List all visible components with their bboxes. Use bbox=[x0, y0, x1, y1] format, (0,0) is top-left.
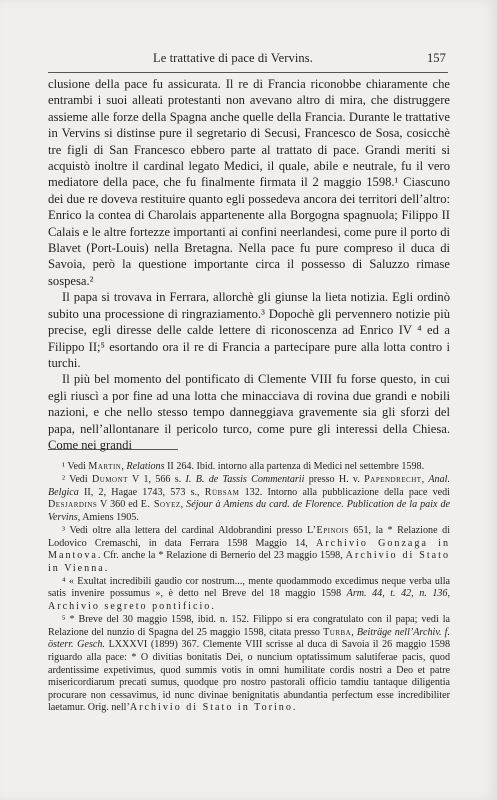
page-number: 157 bbox=[426, 51, 446, 65]
paragraph: clusione della pace fu assicurata. Il re di Francia riconobbe chiaramente che entrambi i suoi alleati protestanti non avevano altro di mira, che distruggere assieme alle forze della Spagna anche quelle della Francia. Durante le trattative in Vervins si distinse pure il segretario di Secusi, Francesco de Sosa, cosicchè tre figli di San Francesco ebbero parte al trattato di pace. Grandi meriti si acquistò inoltre il cardinal legato Medici, il quale, abile e neutrale, fu il vero mediatore della pace, che fu finalmente firmata il 2 maggio 1598.¹ Ciascuno dei due re doveva restituire quanto egli possedeva ancora dei territori dell’altro: Enrico la contea di Charolais appartenente alla Borgogna spagnuola; Filippo II Calais e le altre fortezze importanti ai confini neerlandesi, come pure il porto di Blavet (Port-Louis) nella Bretagna. Nella pace fu pure compreso il duca di Savoia, però la questione importante circa il possesso di Saluzzo rimase sospesa.² bbox=[48, 77, 450, 288]
footnote-separator bbox=[48, 449, 178, 450]
footnotes bbox=[48, 461, 450, 715]
running-header bbox=[50, 51, 446, 69]
main-text bbox=[48, 76, 450, 453]
paragraph: Il papa si trovava in Ferrara, allorchè gli giunse la lieta notizia. Egli ordinò subito una processione di ringraziamento.³ Dopochè gli pervennero notizie più precise, egli diresse delle calde lettere di riconoscenza ad Enrico IV ⁴ ed a Filippo II;⁵ esortando ora il re di Francia a partecipare pure alla lotta contro i turchi. bbox=[48, 290, 450, 370]
footnote-2: ² Vedi Dumont V 1, 566 s. I. B. de Tassis Commentarii presso H. v. Papendrecht, Anal. Belgica II, 2, Hagae 1743, 573 s., Rübsam 132. Intorno alla pubblicazione della pace vedi Desjardins V 360 ed E. Soyez, Séjour à Amiens du card. de Florence. Publication de la paix de Vervins, Amiens 1905. bbox=[48, 474, 450, 523]
footnote-4: ⁴ « Exultat incredibili gaudio cor nostrum..., mente quodammodo excedimus neque verba ulla satis invenire possumus », è detto nel Breve del 18 maggio 1598 Arm. 44, t. 42, n. 136, Archivio segreto pontificio. bbox=[48, 575, 450, 613]
footnote-5: ⁵ * Breve del 30 maggio 1598, ibid. n. 152. Filippo si era congratulato con il papa; vedi la Relazione del nunzio di Spagna del 25 maggio 1598, citata presso Turba, Beiträge nell’Archiv. f. österr. Gesch. LXXXVI (1899) 367. Clemente VIII scrisse al duca di Savoia il 26 maggio 1598 riguardo alla pace: * O divitias bonitatis Dei, o nuncium optatissimum salutiferae pacis, quod ardentissime expetivimus, quod summis votis in omni humilitate cordis nostri a Deo et patre misericordiarum precati sumus, quodque pro nostro pastorali officio tamdiu tantaque diligentia procurare non cessavimus, id nunc divinae benignitatis abundantia perfectum esse incredibiliter laetamur. Orig. nell’Archivio di Stato in Torino. bbox=[48, 614, 451, 714]
footnote-1: ¹ Vedi Martin, Relations II 264. Ibid. intorno alla partenza di Medici nel settembre 1598. bbox=[62, 461, 425, 472]
paragraph: Il più bel momento del pontificato di Clemente VIII fu forse questo, in cui egli riuscì a por fine ad una lotta che minacciava di rovina due grandi e nobili nazioni, e che nello stesso tempo danneggiava gravemente sia gli sforzi del papa, nell’allontanare il pericolo turco, come pure gli interessi della Chiesa. Come nei grandi bbox=[48, 372, 450, 452]
running-title: Le trattative di pace di Vervins. bbox=[153, 51, 313, 65]
header-rule bbox=[48, 72, 448, 73]
footnote-3: ³ Vedi oltre alla lettera del cardinal Aldobrandini presso L’Epinois 651, la * Relazione di Lodovico Cremaschi, in data Ferrara 1598 Maggio 14, Archivio Gonzaga in Mantova. Cfr. anche la * Relazione di Bernerio del 23 maggio 1598, Archivio di Stato in Vienna. bbox=[48, 524, 450, 574]
